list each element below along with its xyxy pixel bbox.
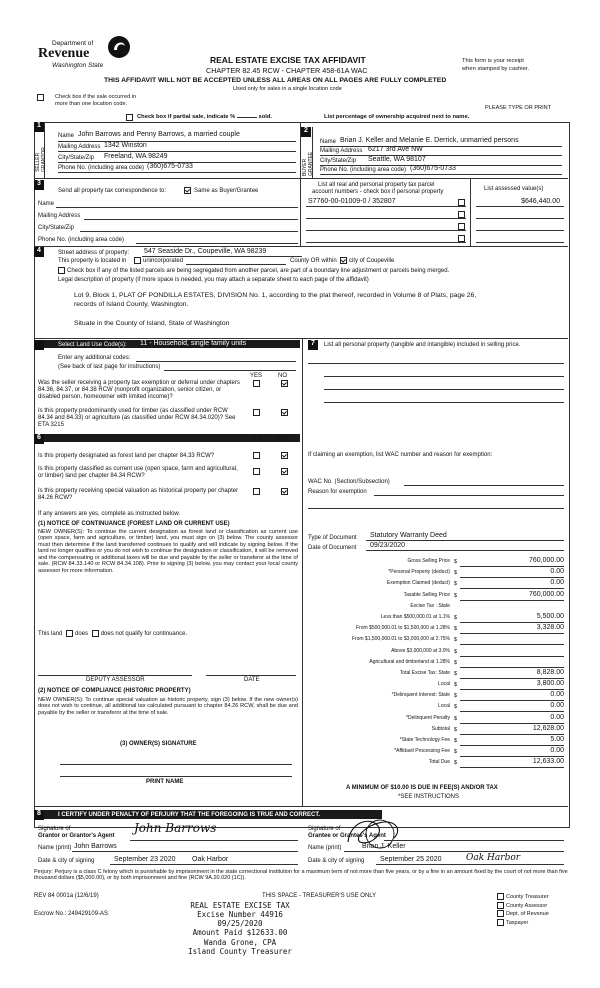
s6-yes-header: YES bbox=[250, 436, 263, 442]
buyer-name-label: Name bbox=[320, 139, 337, 145]
grantee-name-label: Name (print) bbox=[308, 845, 342, 851]
section-4-number: 4 bbox=[34, 247, 44, 257]
tax-row-label: *State Technology Fee bbox=[399, 737, 450, 743]
exemption-label: If claiming an exemption, list WAC number and reason for exemption: bbox=[308, 452, 493, 458]
tax-row-value[interactable]: 5,500.00 bbox=[536, 612, 564, 620]
stamp-line-3: 09/25/2020 bbox=[217, 919, 263, 929]
section-2-number: 2 bbox=[301, 127, 311, 137]
parcel-number[interactable]: S7760-00-01009-0 / 352807 bbox=[308, 198, 396, 205]
tax-row-label: Gross Selling Price bbox=[407, 558, 450, 564]
tax-row-currency: $ bbox=[454, 626, 458, 633]
agency-line2: Revenue bbox=[38, 46, 90, 61]
legal-line-3: Situate in the County of Island, State of Washington bbox=[74, 320, 230, 327]
seller-phone[interactable]: (360)675-0733 bbox=[147, 163, 193, 170]
s5-question-1: Was the seller receiving a property tax exemption or deferral under chapters 84.36, 84.37, or 84.38 RCW (nonprofit organization, senior citizen, or disabled person, homeowner with limited income)? bbox=[38, 380, 240, 400]
seller-side-label: SELLER GRANTOR bbox=[35, 147, 47, 172]
s6-question-2: Is this property classified as current use (open space, farm and agricultural, or timber) land per chapter 84.34 RCW? bbox=[38, 466, 238, 479]
qualify-a: This land bbox=[38, 631, 63, 638]
tax-row bbox=[304, 691, 564, 702]
tax-row-currency: $ bbox=[454, 614, 458, 621]
grantor-city[interactable]: Oak Harbor bbox=[192, 856, 229, 863]
s6-q2-no-checkbox[interactable] bbox=[281, 468, 290, 476]
tax-row-value[interactable]: 0.00 bbox=[550, 579, 564, 587]
stamp-line-1: REAL ESTATE EXCISE TAX bbox=[190, 901, 290, 910]
s5-q2-no-checkbox[interactable] bbox=[281, 409, 290, 417]
tax-row-currency: $ bbox=[454, 581, 458, 588]
grantor-name[interactable]: John Barrows bbox=[74, 843, 117, 850]
buyer-name[interactable]: Brian J. Keller and Melanie E. Derrick, unmarried persons bbox=[340, 137, 519, 144]
tax-row-value[interactable]: 3,800.00 bbox=[536, 680, 564, 688]
tax-row-currency: $ bbox=[454, 570, 458, 577]
buyer-city-label: City/State/Zip bbox=[320, 158, 357, 164]
section-8-number: 8 bbox=[34, 810, 44, 820]
tax-row bbox=[304, 568, 564, 579]
s3-phone-label: Phone No. (including area code) bbox=[38, 237, 125, 243]
s5-q2-yes-checkbox[interactable] bbox=[253, 409, 262, 417]
land-use-label: Select Land Use Code(s): bbox=[58, 342, 127, 348]
copy-taxpayer: Taxpayer bbox=[506, 919, 529, 926]
certify-statement: I CERTIFY UNDER PENALTY OF PERJURY THAT THE FOREGOING IS TRUE AND CORRECT. bbox=[58, 812, 321, 818]
tax-row-currency: $ bbox=[454, 738, 458, 744]
qualify-b: does bbox=[75, 631, 89, 638]
tax-row-value[interactable]: 3,328.00 bbox=[536, 624, 564, 632]
copy-list bbox=[497, 893, 549, 927]
tax-row bbox=[304, 669, 564, 680]
copy-treasurer-checkbox[interactable] bbox=[497, 893, 504, 900]
legal-label: Legal description of property (if more space is needed, you may attach a separate sheet to each page of the affidavit) bbox=[58, 277, 369, 283]
tax-row-label: From $500,000.01 to $1,500,000 at 1.28% bbox=[356, 625, 450, 632]
seller-city[interactable]: Freeland, WA 98249 bbox=[104, 153, 168, 160]
copy-dor: Dept. of Revenue bbox=[506, 911, 549, 918]
s3-city-label: City/State/Zip bbox=[38, 225, 75, 231]
grantee-city[interactable]: Oak Harbor bbox=[466, 853, 521, 863]
historic-text: NEW OWNER(S): To continue special valuation as historic property, sign (3) below. If the new owner(s) does not wish to continue, all additional tax calculated pursuant to chapter 84.26 RCW, shall be due and payable by the seller or transferor at the time of sale. bbox=[38, 697, 298, 716]
seller-phone-label: Phone No. (including area code) bbox=[58, 165, 145, 171]
partial-sale-checkbox[interactable] bbox=[126, 114, 135, 122]
seller-addr-label: Mailing Address bbox=[58, 144, 101, 150]
tax-row-value[interactable]: 0.00 bbox=[550, 702, 564, 710]
type-or-print: PLEASE TYPE OR PRINT bbox=[485, 105, 552, 111]
see-back-label: (See back of last page for instructions) bbox=[58, 364, 161, 370]
tax-row-label: Taxable Selling Price bbox=[403, 591, 450, 598]
continuance-text: NEW OWNER(S): To continue the current designation as forest land or classification as current use (open space, farm and agriculture, or timber) land, you must sign on (3) below. The county assessor must then determine if the land transferred continues to qualify and will indicate by signing below. If the land no longer qualifies or you do not wish to continue the designation or classification, it will be removed and the compensating or additional taxes will be due and payable by the seller or transferor at the time of sale. (RCW 84.33.140 or RCW 84.34.108). Prior to signing (3) below, you may contact your local county assessor for more information. bbox=[38, 529, 298, 574]
tax-row-currency: $ bbox=[454, 693, 458, 700]
form-chapter: CHAPTER 82.45 RCW - CHAPTER 458-61A WAC bbox=[206, 66, 368, 75]
rev-number: REV 84 0001a (12/6/19) bbox=[34, 893, 99, 899]
continuance-title: (1) NOTICE OF CONTINUANCE (FOREST LAND OR CURRENT USE) bbox=[38, 521, 230, 527]
s6-no-header: NO bbox=[278, 436, 287, 442]
deputy-assessor-label: DEPUTY ASSESSOR bbox=[86, 677, 145, 683]
seller-name[interactable]: John Barrows and Penny Barrows, a married couple bbox=[78, 131, 240, 138]
reason-label: Reason for exemption bbox=[308, 489, 367, 495]
tax-row-label: Excise Tax : State bbox=[410, 602, 450, 609]
located-label: This property is located in bbox=[58, 258, 127, 264]
tax-row-label: Less than $500,000.01 at 1.1% bbox=[380, 613, 450, 620]
seller-name-label: Name bbox=[58, 133, 75, 139]
receipt-note-2: when stamped by cashier. bbox=[462, 66, 530, 72]
tax-row-currency: $ bbox=[454, 749, 458, 756]
tax-row bbox=[304, 725, 564, 736]
tax-row-value[interactable]: 0.00 bbox=[550, 568, 564, 576]
form-title: REAL ESTATE EXCISE TAX AFFIDAVIT bbox=[210, 55, 366, 65]
same-as-buyer-label: Same as Buyer/Grantee bbox=[194, 188, 259, 194]
tax-row bbox=[304, 635, 564, 646]
unincorporated-label: unincorporated bbox=[143, 258, 184, 264]
legal-line-2: records of Island County, Washington. bbox=[74, 301, 189, 308]
grantor-signature[interactable]: John Barrows bbox=[134, 821, 217, 835]
personal-property-label: List all personal property (tangible and intangible) included in selling price. bbox=[324, 342, 521, 348]
tax-row-currency: $ bbox=[454, 648, 458, 655]
seller-city-label: City/State/Zip bbox=[58, 155, 95, 161]
tax-row-label: Above $3,000,000 at 3.0% bbox=[391, 647, 450, 654]
tax-row-label: *Delinquent Interest: State bbox=[391, 692, 450, 699]
land-use-code[interactable]: 11 - Household, single family units bbox=[140, 340, 247, 347]
multi-location-checkbox[interactable] bbox=[37, 94, 46, 102]
city-of-checkbox[interactable] bbox=[340, 257, 349, 265]
buyer-phone[interactable]: (360)675-0733 bbox=[410, 165, 456, 172]
historic-title: (2) NOTICE OF COMPLIANCE (HISTORIC PROPERTY) bbox=[38, 688, 191, 694]
additional-codes-label: Enter any additional codes: bbox=[58, 355, 131, 361]
dor-swirl-icon bbox=[106, 34, 132, 60]
if-yes-note: If any answers are yes, complete as instructed below. bbox=[38, 511, 181, 517]
s6-q2-yes-checkbox[interactable] bbox=[253, 468, 262, 476]
tax-row-value[interactable]: 0.00 bbox=[550, 747, 564, 755]
perjury-note: Perjury: Perjury is a class C felony which is punishable by imprisonment in the state correctional institution for a maximum term of not more than five years, or by a fine in an amount fixed by the court of not more than five thousand dollars ($5,000.00), or by both imprisonment and fine (RCW 9A.20.020 (1C)). bbox=[34, 869, 568, 882]
copy-assessor: County Assessor bbox=[506, 902, 548, 909]
copy-treasurer: County Treasurer bbox=[506, 894, 549, 900]
unincorporated-checkbox[interactable] bbox=[134, 257, 143, 265]
doc-date[interactable]: 09/23/2020 bbox=[370, 542, 406, 549]
agency-line1: Department of bbox=[52, 40, 94, 47]
tax-row-label: Exemption Claimed (deduct) bbox=[386, 580, 450, 587]
s5-question-2: Is this property predominantly used for timber (as classified under RCW 84.34 and 84.33) or agriculture (as classified under RCW 84.34.020)? See ETA 3215 bbox=[38, 408, 236, 428]
s6-question-1: Is this property designated as forest land per chapter 84.33 RCW? bbox=[38, 453, 215, 459]
s6-q3-no-checkbox[interactable] bbox=[281, 488, 290, 496]
tax-row-value[interactable]: 760,000.00 bbox=[528, 557, 564, 564]
tax-row-value[interactable]: 8,828.00 bbox=[536, 668, 564, 676]
assessed-value[interactable]: $646,440.00 bbox=[521, 198, 560, 205]
buyer-phone-label: Phone No. (including area code) bbox=[320, 167, 407, 173]
tax-row bbox=[304, 714, 564, 725]
legal-line-1: Lot 9, Block 1, PLAT OF PONDILLA ESTATES, DIVISION No. 1, according to the plat thereof, recorded in Volume 8 of Plats, page 26, bbox=[74, 292, 477, 299]
qualify-c: does not qualify for continuance. bbox=[100, 631, 188, 638]
grantor-sig-label-2: Grantor or Grantor's Agent bbox=[38, 833, 115, 839]
section-3-number: 3 bbox=[34, 180, 44, 190]
s3-name-label: Name bbox=[38, 201, 55, 207]
tax-row-currency: $ bbox=[454, 659, 458, 666]
county-or-label: County OR within bbox=[290, 258, 337, 264]
s5-q1-yes-checkbox[interactable] bbox=[253, 380, 262, 388]
tax-row-value[interactable]: 12,633.00 bbox=[532, 758, 564, 766]
section-5-badge bbox=[34, 340, 44, 350]
qualify-does-checkbox[interactable] bbox=[66, 630, 73, 637]
tax-row bbox=[304, 613, 564, 624]
tax-row bbox=[304, 557, 564, 568]
ownership-note: List percentage of ownership acquired next to name. bbox=[324, 114, 470, 120]
parcel-header-2: account numbers - check box if personal property bbox=[312, 189, 444, 195]
buyer-addr[interactable]: 6217 3rd Ave NW bbox=[368, 146, 423, 153]
tax-row bbox=[304, 591, 564, 602]
tax-row-currency: $ bbox=[454, 592, 458, 599]
doc-type-label: Type of Document bbox=[308, 535, 357, 541]
tax-row bbox=[304, 736, 564, 747]
tax-row-currency: $ bbox=[454, 670, 458, 677]
receipt-note-1: This form is your receipt bbox=[462, 58, 524, 64]
tax-row bbox=[304, 624, 564, 635]
qualify-does-not-checkbox[interactable] bbox=[92, 630, 99, 637]
tax-row-currency: $ bbox=[454, 726, 458, 733]
buyer-city[interactable]: Seattle, WA 98107 bbox=[368, 156, 426, 163]
tax-row-currency: $ bbox=[454, 715, 458, 722]
s3-mail-label: Mailing Address bbox=[38, 213, 81, 219]
copy-dor-checkbox[interactable] bbox=[497, 910, 504, 917]
grantee-date-label: Date & city of signing bbox=[308, 858, 365, 864]
tax-calculation-table bbox=[304, 557, 564, 770]
stamp-line-6: Island County Treasurer bbox=[188, 946, 292, 956]
tax-row-label: Local bbox=[438, 703, 450, 710]
warning: THIS AFFIDAVIT WILL NOT BE ACCEPTED UNLESS ALL AREAS ON ALL PAGES ARE FULLY COMPLETED bbox=[104, 77, 447, 84]
s5-yes-header: YES bbox=[250, 373, 263, 379]
tax-row bbox=[304, 658, 564, 669]
tax-row-currency: $ bbox=[454, 559, 458, 565]
tax-row-label: Agricultural and timberland at 1.28% bbox=[369, 658, 450, 665]
s6-q3-yes-checkbox[interactable] bbox=[253, 488, 262, 496]
multi-location-label-1: Check box if the sale occurred in bbox=[55, 94, 137, 100]
tax-row-label: *Delinquent Penalty bbox=[406, 714, 450, 721]
stamp-line-2: Excise Number 44916 bbox=[197, 910, 283, 920]
assessed-header: List assessed value(s) bbox=[484, 186, 544, 192]
deputy-date-label: DATE bbox=[244, 677, 260, 683]
tax-row-currency: $ bbox=[454, 637, 458, 644]
stamp-line-5: Wanda Grone, CPA bbox=[203, 937, 277, 947]
segregated-label: Check box if any of the listed parcels are being segregated from another parcel, are part of a boundary line adjustment or parcels being merged. bbox=[67, 268, 450, 274]
s5-q1-no-checkbox[interactable] bbox=[281, 380, 290, 388]
qualify-line bbox=[38, 630, 187, 638]
copy-assessor-checkbox[interactable] bbox=[497, 902, 504, 909]
minimum-note: A MINIMUM OF $10.00 IS DUE IN FEE(S) AND/OR TAX bbox=[346, 785, 498, 791]
partial-sale-suffix: sold. bbox=[258, 114, 273, 120]
section-6-number: 6 bbox=[34, 434, 44, 444]
tax-row bbox=[304, 758, 564, 769]
partial-sale-label bbox=[137, 114, 272, 121]
partial-sale-blank[interactable] bbox=[237, 117, 257, 118]
print-name-label: PRINT NAME bbox=[146, 779, 184, 785]
grantee-sig-label-1: Signature of bbox=[308, 826, 341, 832]
copy-taxpayer-checkbox[interactable] bbox=[497, 919, 504, 926]
seller-addr[interactable]: 1342 Winston bbox=[104, 142, 147, 149]
stamp-line-4: Amount Paid $12633.00 bbox=[192, 928, 288, 938]
grantor-date-label: Date & city of signing bbox=[38, 858, 95, 864]
grantor-name-label: Name (print) bbox=[38, 845, 72, 851]
grantee-sig-label-2: Grantee or Grantee's Agent bbox=[308, 833, 386, 839]
section-7-number: 7 bbox=[308, 340, 318, 350]
buyer-addr-label: Mailing Address bbox=[320, 148, 363, 154]
tax-row-label: Subtotal bbox=[431, 725, 450, 732]
agency-line3: Washington State bbox=[52, 62, 104, 69]
tax-row bbox=[304, 602, 564, 613]
tax-row bbox=[304, 680, 564, 691]
dor-logo bbox=[38, 38, 133, 74]
tax-row-value[interactable]: 760,000.00 bbox=[528, 590, 564, 598]
tax-row-value[interactable]: 0.00 bbox=[550, 691, 564, 699]
tax-row-label: From $1,500,000.01 to $3,000,000 at 2.75% bbox=[351, 636, 450, 643]
same-as-buyer-checkbox[interactable] bbox=[184, 187, 193, 195]
s5-no-header: NO bbox=[278, 373, 287, 379]
street-label: Street address of property: bbox=[58, 250, 130, 256]
tax-row-currency: $ bbox=[454, 760, 458, 767]
single-location-note: Used only for sales in a single location code bbox=[233, 86, 342, 92]
s6-q1-no-checkbox[interactable] bbox=[281, 452, 290, 460]
s6-question-3: Is this property receiving special valuation as historical property per chapter 84.26 RCW? bbox=[38, 488, 239, 501]
buyer-side-label: BUYER GRANTEE bbox=[302, 151, 314, 176]
tax-row-label: *Personal Property (deduct) bbox=[388, 569, 450, 576]
tax-row bbox=[304, 747, 564, 758]
treasurer-stamp bbox=[160, 901, 320, 956]
tax-row-label: Total Excise Tax: State bbox=[399, 669, 450, 676]
tax-row-value[interactable]: 0.00 bbox=[550, 713, 564, 721]
segregated-checkbox[interactable] bbox=[58, 267, 67, 275]
doc-date-label: Date of Document bbox=[308, 545, 357, 551]
doc-type[interactable]: Statutory Warranty Deed bbox=[370, 532, 447, 539]
send-correspondence-label: Send all property tax correspondence to: bbox=[58, 188, 167, 194]
escrow-number: Escrow No.: 249429109-AS bbox=[34, 911, 109, 917]
street-address[interactable]: 547 Seaside Dr., Coupeville, WA 98239 bbox=[144, 248, 267, 255]
multi-location-label-2: more than one location code. bbox=[55, 101, 128, 107]
tax-row bbox=[304, 702, 564, 713]
parcel-header-1: List all real and personal property tax parcel bbox=[318, 182, 435, 188]
see-instructions: *SEE INSTRUCTIONS bbox=[398, 794, 460, 800]
s6-q1-yes-checkbox[interactable] bbox=[253, 452, 262, 460]
tax-row-label: Local bbox=[438, 681, 450, 688]
tax-row-label: *Affidavit Processing Fee bbox=[394, 748, 450, 755]
tax-row-currency: $ bbox=[454, 704, 458, 711]
treasurer-space: THIS SPACE - TREASURER'S USE ONLY bbox=[262, 893, 377, 899]
grantee-date[interactable]: September 25 2020 bbox=[380, 856, 442, 863]
tax-row-label: Total Due bbox=[428, 759, 450, 766]
tax-row bbox=[304, 579, 564, 590]
grantor-sig-label-1: Signature of bbox=[38, 826, 71, 832]
tax-row-value[interactable]: 5.00 bbox=[550, 736, 564, 743]
partial-sale-prefix: Check box if partial sale, indicate % bbox=[137, 114, 236, 120]
grantor-date[interactable]: September 23 2020 bbox=[114, 856, 176, 863]
city-of-label: city of Coupeville bbox=[349, 258, 395, 264]
section-1-number: 1 bbox=[34, 122, 44, 132]
tax-row bbox=[304, 647, 564, 658]
tax-row-value[interactable]: 12,628.00 bbox=[532, 724, 564, 732]
wac-label: WAC No. (Section/Subsection) bbox=[308, 479, 390, 485]
grantee-name[interactable]: Brian J. Keller bbox=[362, 843, 406, 850]
owner-signature-label: (3) OWNER(S) SIGNATURE bbox=[120, 741, 197, 747]
tax-row-currency: $ bbox=[454, 682, 458, 689]
